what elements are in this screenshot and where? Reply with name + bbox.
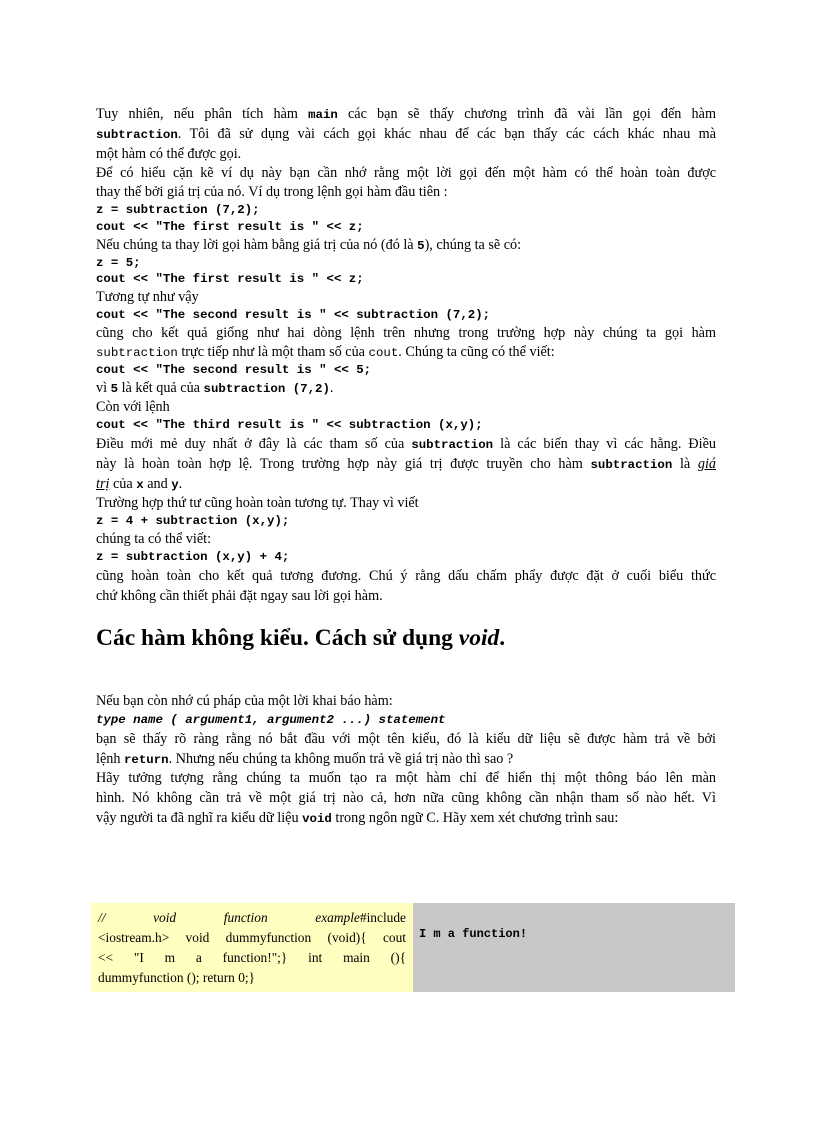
- example-source-code: [91, 903, 413, 992]
- paragraph-line: vì 5 là kết quả của subtraction (7,2).: [96, 380, 334, 396]
- paragraph-line: cũng hoàn toàn cho kết quả tương đương. Chú ý rằng dấu chấm phẩy được đặt ở cuối biểu thức: [96, 568, 716, 584]
- syntax-line: type name ( argument1, argument2 ...) statement: [96, 713, 446, 727]
- paragraph-line: subtraction trực tiếp như là một tham số của cout. Chúng ta cũng có thể viết:: [96, 344, 555, 360]
- paragraph-line: Tương tự như vậy: [96, 289, 199, 305]
- paragraph-line: vậy người ta đã nghĩ ra kiểu dữ liệu void trong ngôn ngữ C. Hãy xem xét chương trình sau:: [96, 810, 619, 826]
- code-line: cout << "The first result is " << z;: [96, 272, 364, 286]
- example-code-line: // void function example#include: [98, 910, 406, 925]
- example-code-line: << "I m a function!";} int main (){: [98, 950, 406, 965]
- code-example-table: [91, 903, 735, 992]
- code-line: cout << "The first result is " << z;: [96, 220, 364, 234]
- paragraph-line: Trường hợp thứ tư cũng hoàn toàn tương tự. Thay vì viết: [96, 495, 419, 511]
- paragraph-line: Còn với lệnh: [96, 399, 170, 415]
- paragraph-line: cũng cho kết quả giống như hai dòng lệnh trên nhưng trong trường hợp này chúng ta gọi hàm: [96, 325, 716, 341]
- paragraph-line: chúng ta có thể viết:: [96, 531, 212, 547]
- paragraph-line: Nếu chúng ta thay lời gọi hàm bằng giá trị của nó (đó là 5), chúng ta sẽ có:: [96, 237, 522, 253]
- code-line: cout << "The second result is " << subtraction (7,2);: [96, 308, 491, 322]
- example-code-line: dummyfunction (); return 0;}: [98, 970, 256, 985]
- paragraph-line: Để có hiểu cặn kẽ ví dụ này bạn cần nhớ rằng một lời gọi đến một hàm có thể hoàn toàn được: [96, 165, 716, 181]
- paragraph-line: một hàm có thể được gọi.: [96, 146, 242, 162]
- paragraph-line: hình. Nó không cần trả về một giá trị nào cả, hơn nữa cũng không cần nhận tham số nào hết. Vì: [96, 790, 716, 806]
- code-line: cout << "The third result is " << subtraction (x,y);: [96, 418, 483, 432]
- code-line: z = 5;: [96, 256, 141, 270]
- paragraph-line: subtraction. Tôi đã sử dụng vài cách gọi khác nhau để các bạn thấy các cách khác nhau mà: [96, 126, 716, 142]
- paragraph-line: Tuy nhiên, nếu phân tích hàm main các bạn sẽ thấy chương trình đã vài lần gọi đến hàm: [96, 106, 716, 122]
- paragraph-line: Hãy tưởng tượng rằng chúng ta muốn tạo ra một hàm chỉ để hiển thị một thông báo lên màn: [96, 770, 716, 786]
- code-line: z = subtraction (7,2);: [96, 203, 260, 217]
- example-output: I m a function!: [413, 903, 735, 992]
- code-line: z = 4 + subtraction (x,y);: [96, 514, 290, 528]
- code-line: cout << "The second result is " << 5;: [96, 363, 372, 377]
- paragraph-line: này là hoàn toàn hợp lệ. Trong trường hợp này giá trị được truyền cho hàm subtraction là giá: [96, 456, 716, 472]
- paragraph-line: thay thế bởi giá trị của nó. Ví dụ trong lệnh gọi hàm đầu tiên :: [96, 184, 448, 200]
- paragraph-line: trị của x and y.: [96, 476, 183, 492]
- section-heading: Các hàm không kiểu. Cách sử dụng void.: [96, 625, 506, 651]
- paragraph-line: bạn sẽ thấy rõ ràng rằng nó bắt đầu với một tên kiểu, đó là kiểu dữ liệu sẽ được hàm trả về bởi: [96, 731, 716, 747]
- paragraph-line: Nếu bạn còn nhớ cú pháp của một lời khai báo hàm:: [96, 693, 393, 709]
- example-code-line: <iostream.h> void dummyfunction (void){ cout: [98, 930, 406, 945]
- code-line: z = subtraction (x,y) + 4;: [96, 550, 290, 564]
- paragraph-line: Điều mới mẻ duy nhất ở đây là các tham số của subtraction là các biến thay vì các hằng. Điều: [96, 436, 716, 452]
- paragraph-line: chứ không cần thiết phải đặt ngay sau lời gọi hàm.: [96, 588, 383, 604]
- paragraph-line: lệnh return. Nhưng nếu chúng ta không muốn trả về giá trị nào thì sao ?: [96, 751, 514, 767]
